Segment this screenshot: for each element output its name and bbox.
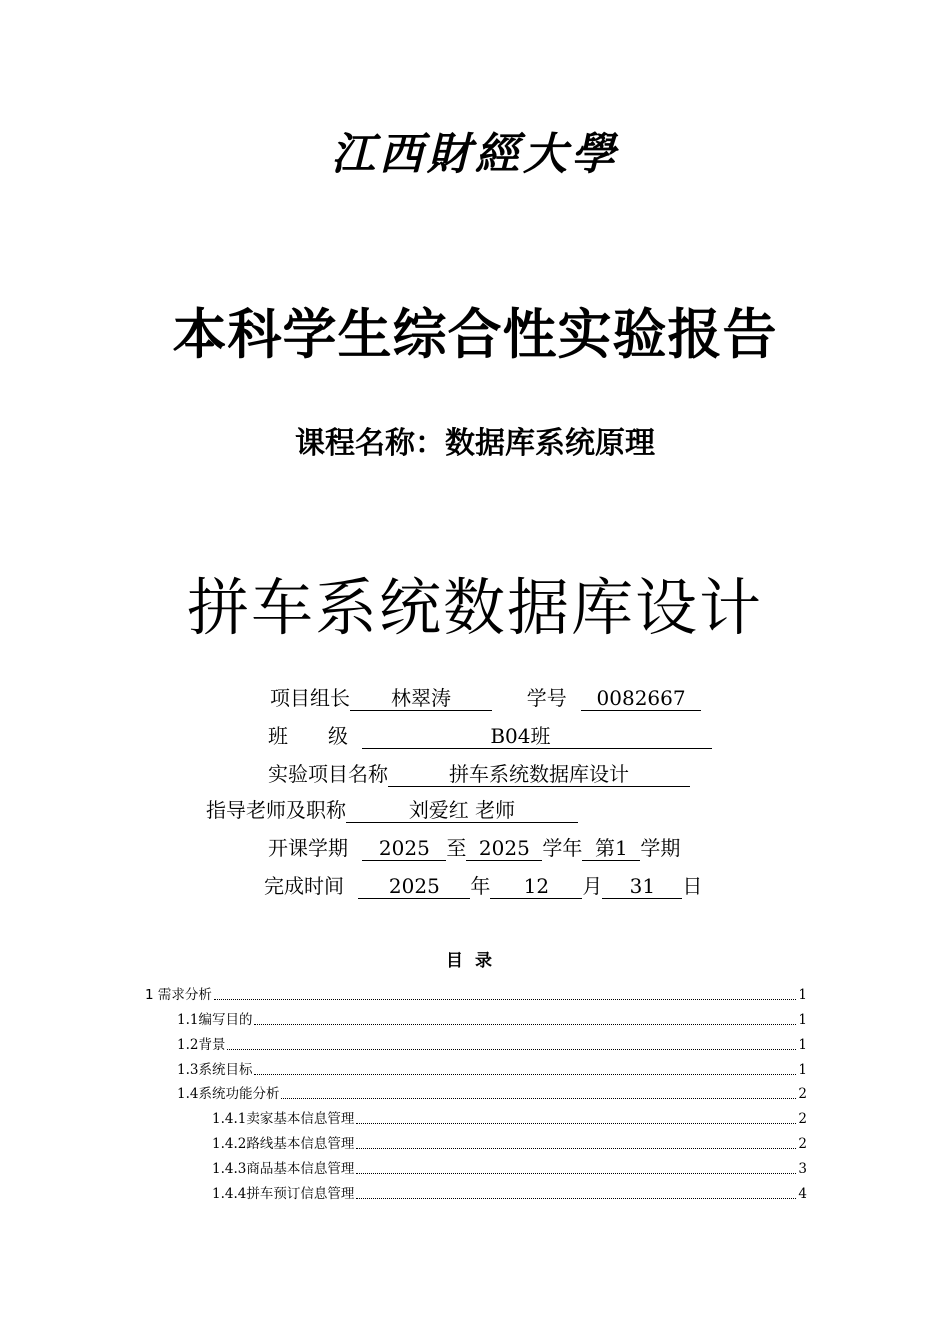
teacher-row [206, 796, 578, 824]
student-id-value: 0082667 [581, 686, 701, 711]
class-value [362, 724, 712, 749]
term-row [268, 834, 680, 862]
toc-item-page: 4 [798, 1186, 807, 1202]
report-title: 本科学生综合性实验报告 [172, 303, 778, 366]
completion-day: 31 [602, 874, 682, 899]
project-title: 拼车系统数据库设计 [186, 571, 763, 644]
toc-title: 目录 [446, 951, 504, 971]
experiment-row [268, 760, 690, 788]
year-char: 年 [470, 874, 491, 898]
toc-leader [356, 1123, 796, 1124]
toc-item-page: 1 [798, 1062, 807, 1078]
leader-row [270, 684, 701, 712]
student-id-label: 学号 [526, 686, 567, 710]
teacher-label: 指导老师及职称 [206, 798, 346, 822]
toc-item[interactable] [177, 1060, 807, 1080]
term-to-label: 至 [446, 836, 467, 860]
toc-item[interactable] [212, 1184, 807, 1204]
completion-row [264, 872, 702, 900]
completion-label: 完成时间 [264, 874, 344, 898]
toc-item[interactable] [177, 1084, 807, 1104]
toc-item[interactable] [212, 1159, 807, 1179]
toc-item[interactable] [145, 985, 807, 1005]
toc-leader [254, 1074, 796, 1075]
toc-item-label: 1.4.3商品基本信息管理 [212, 1161, 355, 1177]
class-value-text: B04班 [490, 724, 551, 748]
toc-item-label: 1.4系统功能分析 [177, 1086, 280, 1102]
experiment-label: 实验项目名称 [268, 762, 388, 786]
toc-item-label: 1.4.2路线基本信息管理 [212, 1136, 355, 1152]
completion-year: 2025 [358, 874, 470, 899]
university-logo: 江西財經大學 [331, 129, 619, 180]
day-char: 日 [682, 874, 703, 898]
term-suffix: 学期 [640, 836, 681, 860]
toc-item-label: 1.1编写目的 [177, 1012, 253, 1028]
class-label: 班 级 [268, 724, 348, 748]
toc-item-page: 3 [798, 1161, 807, 1177]
toc-item-label: 1.3系统目标 [177, 1062, 253, 1078]
term-no: 第1 [582, 836, 640, 861]
course-name: 课程名称：数据库系统原理 [295, 426, 655, 461]
leader-label: 项目组长 [270, 686, 350, 710]
term-label: 开课学期 [268, 836, 348, 860]
teacher-value: 刘爱红 老师 [346, 798, 578, 823]
toc-leader [356, 1173, 796, 1174]
toc-leader [254, 1024, 796, 1025]
toc-item-page: 1 [798, 1037, 807, 1053]
term-from: 2025 [362, 836, 446, 861]
toc-item-page: 1 [798, 987, 807, 1003]
toc-leader [356, 1148, 796, 1149]
class-row [268, 722, 712, 750]
toc-item-page: 2 [798, 1086, 807, 1102]
toc-item-label: 1 需求分析 [145, 987, 212, 1003]
toc-item-label: 1.4.1卖家基本信息管理 [212, 1111, 355, 1127]
toc-item-label: 1.4.4拼车预订信息管理 [212, 1186, 355, 1202]
toc-leader [214, 999, 797, 1000]
term-year-label: 学年 [542, 836, 583, 860]
toc-item[interactable] [212, 1109, 807, 1129]
toc-item-label: 1.2背景 [177, 1037, 226, 1053]
toc-item[interactable] [177, 1035, 807, 1055]
month-char: 月 [582, 874, 603, 898]
toc-leader [281, 1098, 796, 1099]
toc-leader [227, 1049, 796, 1050]
term-to: 2025 [466, 836, 542, 861]
toc-item[interactable] [177, 1010, 807, 1030]
toc-item-page: 1 [798, 1012, 807, 1028]
toc-item[interactable] [212, 1134, 807, 1154]
toc-item-page: 2 [798, 1136, 807, 1152]
completion-month: 12 [490, 874, 582, 899]
toc-item-page: 2 [798, 1111, 807, 1127]
leader-value: 林翠涛 [350, 686, 492, 711]
toc-leader [356, 1198, 796, 1199]
experiment-value: 拼车系统数据库设计 [388, 762, 690, 787]
